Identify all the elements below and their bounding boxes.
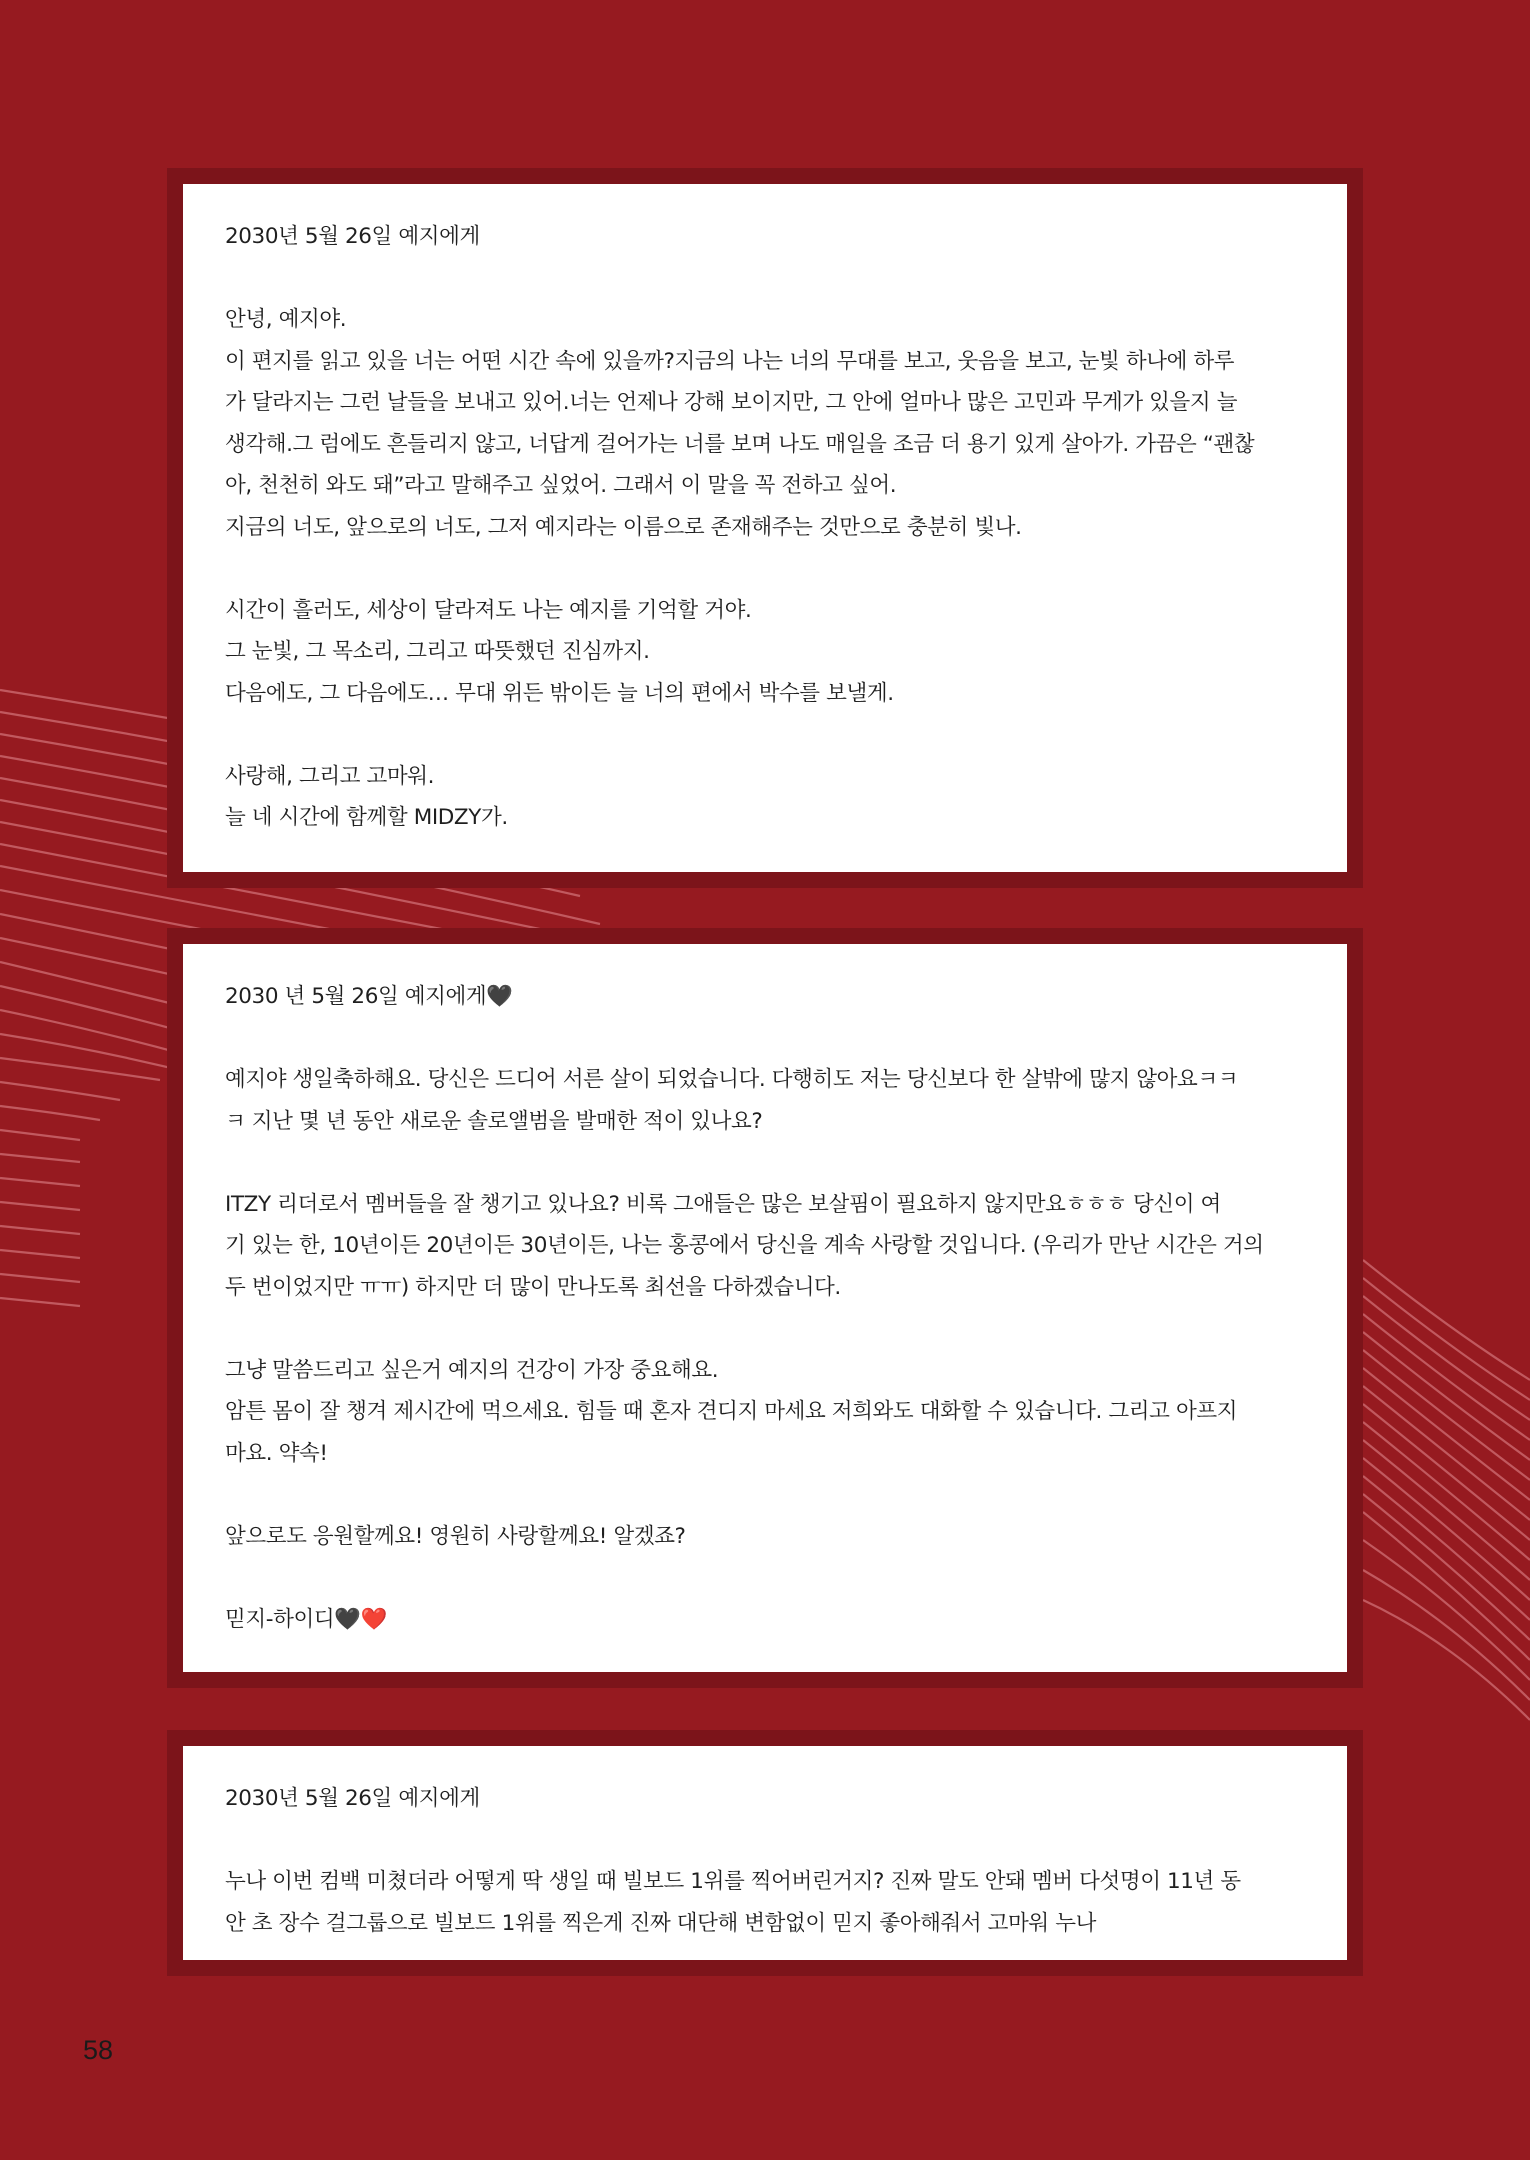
letter-1-line: 아, 천천히 와도 돼”라고 말해주고 싶었어. 그래서 이 말을 꼭 전하고 싶어.	[225, 473, 897, 498]
letter-1-line: 가 달라지는 그런 날들을 보내고 있어.너는 언제나 강해 보이지만, 그 안에 얼마나 많은 고민과 무게가 있을지 늘	[225, 390, 1238, 415]
paragraph-gap	[225, 1820, 1305, 1862]
letter-3-date: 2030년 5월 26일 예지에게	[225, 1786, 480, 1811]
letter-2-line: 기 있는 한, 10년이든 20년이든 30년이든, 나는 홍콩에서 당신을 계속 사랑할 것입니다. (우리가 만난 시간은 거의	[225, 1233, 1264, 1258]
letter-card-3	[167, 1730, 1363, 1976]
letter-card-2-paper	[183, 944, 1347, 1672]
letter-3-line: 누나 이번 컴백 미쳤더라 어떻게 딱 생일 때 빌보드 1위를 찍어버린거지? 진짜 말도 안돼 멤버 다섯명이 11년 동	[225, 1869, 1241, 1894]
letter-1-line: 안녕, 예지야.	[225, 307, 347, 332]
letter-1-line: 생각해.그 럼에도 흔들리지 않고, 너답게 걸어가는 너를 보며 나도 매일을 조금 더 용기 있게 살아가. 가끔은 “괜찮	[225, 431, 1255, 457]
letter-2-line: 두 번이었지만 ㅠㅠ) 하지만 더 많이 만나도록 최선을 다하겠습니다.	[225, 1274, 841, 1300]
letter-card-1-paper	[183, 184, 1347, 872]
letter-2-line: ㅋ 지난 몇 년 동안 새로운 솔로앨범을 발매한 적이 있나요?	[225, 1108, 763, 1134]
letter-2-line: 마요. 약속!	[225, 1440, 328, 1466]
paragraph-gap	[225, 714, 1305, 756]
letter-2-date: 2030 년 5월 26일 예지에게🖤	[225, 984, 513, 1009]
paragraph-gap	[225, 1018, 1305, 1060]
paragraph-gap	[225, 258, 1305, 300]
letter-1-line: 그 눈빛, 그 목소리, 그리고 따뜻했던 진심까지.	[225, 639, 650, 664]
letter-1-line: 다음에도, 그 다음에도… 무대 위든 밖이든 늘 너의 편에서 박수를 보낼게.	[225, 680, 894, 706]
letter-1-line: 사랑해, 그리고 고마워.	[225, 763, 435, 789]
letter-card-1	[167, 168, 1363, 888]
letter-2-line: 예지야 생일축하해요. 당신은 드디어 서른 살이 되었습니다. 다행히도 저는 당신보다 한 살밖에 많지 않아요ㅋㅋ	[225, 1067, 1239, 1092]
letter-1-line: 지금의 너도, 앞으로의 너도, 그저 예지라는 이름으로 존재해주는 것만으로 충분히 빛나.	[225, 514, 1022, 540]
letter-1-line: 시간이 흘러도, 세상이 달라져도 나는 예지를 기억할 거야.	[225, 597, 752, 623]
letter-3-line: 안 초 장수 걸그룹으로 빌보드 1위를 찍은게 진짜 대단해 변함없이 믿지 좋아해줘서 고마워 누나	[225, 1910, 1096, 1936]
letter-2-line: 그냥 말씀드리고 싶은거 예지의 건강이 가장 중요해요.	[225, 1357, 719, 1383]
paragraph-gap	[225, 1308, 1305, 1350]
paragraph-gap	[225, 1142, 1305, 1184]
letter-1-line: 늘 네 시간에 함께할 MIDZY가.	[225, 805, 508, 830]
letter-2-line: 앞으로도 응원할께요! 영원히 사랑할께요! 알겠죠?	[225, 1523, 686, 1549]
letter-card-2	[167, 928, 1363, 1688]
letter-2-line: ITZY 리더로서 멤버들을 잘 챙기고 있나요? 비록 그애들은 많은 보살핌이 필요하지 않지만요ㅎㅎㅎ 당신이 여	[225, 1191, 1221, 1217]
letter-2-signature: 믿지-하이디🖤❤️	[225, 1606, 387, 1632]
letter-2-line: 암튼 몸이 잘 챙겨 제시간에 먹으세요. 힘들 때 혼자 견디지 마세요 저희와도 대화할 수 있습니다. 그리고 아프지	[225, 1399, 1238, 1424]
paragraph-gap	[225, 1557, 1305, 1599]
page-number: 58	[83, 2035, 114, 2065]
paragraph-gap	[225, 1474, 1305, 1516]
letter-1-date: 2030년 5월 26일 예지에게	[225, 224, 480, 249]
letter-1-line: 이 편지를 읽고 있을 너는 어떤 시간 속에 있을까?지금의 나는 너의 무대를 보고, 웃음을 보고, 눈빛 하나에 하루	[225, 348, 1235, 374]
paragraph-gap	[225, 548, 1305, 590]
letter-card-3-paper	[183, 1746, 1347, 1960]
